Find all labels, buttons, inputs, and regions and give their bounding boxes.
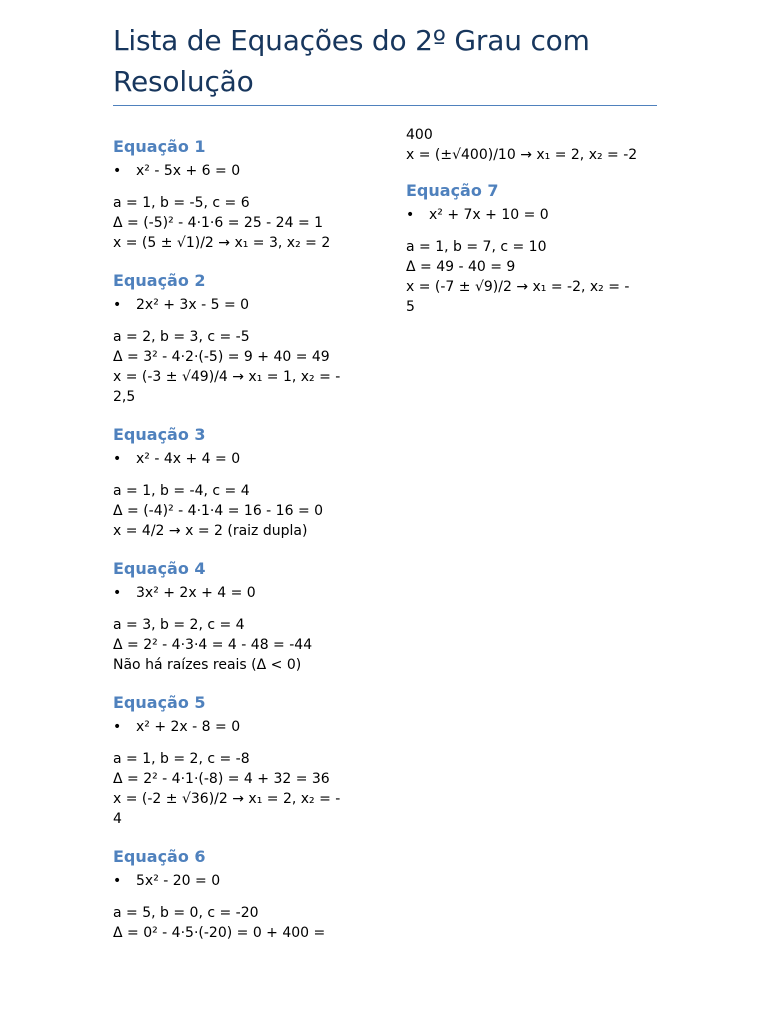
- solution-line: a = 1, b = -4, c = 4: [113, 483, 250, 499]
- bullet-icon: •: [406, 207, 415, 223]
- solution-line: a = 1, b = 2, c = -8: [113, 751, 250, 767]
- solution-line: a = 3, b = 2, c = 4: [113, 617, 245, 633]
- equation-block: [113, 559, 363, 675]
- equation-bullet: [113, 161, 363, 181]
- solution-line: x = (5 ± √1)/2 → x₁ = 3, x₂ = 2: [113, 235, 331, 251]
- solution-line: 400: [406, 127, 433, 143]
- solution-line: Δ = 2² - 4·3·4 = 4 - 48 = -44: [113, 637, 313, 653]
- solution-line: x = (-2 ± √36)/2 → x₁ = 2, x₂ = -: [113, 791, 341, 807]
- document-title: Lista de Equações do 2º Grau com Resolução: [113, 24, 590, 98]
- continued-solution: [406, 125, 656, 165]
- solution-line: Δ = (-4)² - 4·1·4 = 16 - 16 = 0: [113, 503, 324, 519]
- equation-heading: Equação 2: [113, 271, 206, 290]
- equation-block: [113, 137, 363, 253]
- solution-line: 4: [113, 811, 122, 827]
- equation-text: 5x² - 20 = 0: [136, 873, 221, 889]
- equation-block: [113, 693, 363, 829]
- left-column: [113, 137, 363, 961]
- solution-line: a = 5, b = 0, c = -20: [113, 905, 259, 921]
- solution-line: a = 1, b = 7, c = 10: [406, 239, 547, 255]
- solution-line: Δ = 49 - 40 = 9: [406, 259, 516, 275]
- solution-line: Δ = 3² - 4·2·(-5) = 9 + 40 = 49: [113, 349, 330, 365]
- equation-heading: Equação 4: [113, 559, 206, 578]
- solution-line: x = (±√400)/10 → x₁ = 2, x₂ = -2: [406, 147, 638, 163]
- equation-heading: Equação 6: [113, 847, 206, 866]
- right-column: [406, 125, 656, 335]
- equation-heading: Equação 3: [113, 425, 206, 444]
- equation-text: x² - 4x + 4 = 0: [136, 451, 241, 467]
- equation-block: [113, 425, 363, 541]
- solution-line: x = (-7 ± √9)/2 → x₁ = -2, x₂ = -: [406, 279, 630, 295]
- equation-bullet: [113, 871, 363, 891]
- bullet-icon: •: [113, 297, 122, 313]
- equation-block: [406, 181, 656, 317]
- equation-bullet: [113, 583, 363, 603]
- equation-heading: Equação 1: [113, 137, 206, 156]
- solution-line: Δ = (-5)² - 4·1·6 = 25 - 24 = 1: [113, 215, 324, 231]
- bullet-icon: •: [113, 873, 122, 889]
- bullet-icon: •: [113, 451, 122, 467]
- solution-line: 2,5: [113, 389, 136, 405]
- solution-line: Δ = 0² - 4·5·(-20) = 0 + 400 =: [113, 925, 326, 941]
- equation-bullet: [113, 449, 363, 469]
- solution-line: a = 2, b = 3, c = -5: [113, 329, 250, 345]
- bullet-icon: •: [113, 719, 122, 735]
- solution-line: x = (-3 ± √49)/4 → x₁ = 1, x₂ = -: [113, 369, 341, 385]
- solution-line: x = 4/2 → x = 2 (raiz dupla): [113, 523, 308, 539]
- equation-text: x² - 5x + 6 = 0: [136, 163, 241, 179]
- solution-line: a = 1, b = -5, c = 6: [113, 195, 250, 211]
- solution-line: Δ = 2² - 4·1·(-8) = 4 + 32 = 36: [113, 771, 330, 787]
- equation-bullet: [113, 717, 363, 737]
- equation-block: [113, 271, 363, 407]
- equation-text: x² + 7x + 10 = 0: [429, 207, 549, 223]
- solution-line: Não há raízes reais (Δ < 0): [113, 657, 302, 673]
- equation-heading: Equação 5: [113, 693, 206, 712]
- equation-text: 3x² + 2x + 4 = 0: [136, 585, 256, 601]
- equation-block: [113, 847, 363, 943]
- solution-line: 5: [406, 299, 415, 315]
- equation-text: x² + 2x - 8 = 0: [136, 719, 241, 735]
- title-divider: [113, 105, 657, 106]
- bullet-icon: •: [113, 163, 122, 179]
- equation-bullet: [113, 295, 363, 315]
- equation-bullet: [406, 205, 656, 225]
- bullet-icon: •: [113, 585, 122, 601]
- equation-text: 2x² + 3x - 5 = 0: [136, 297, 250, 313]
- equation-heading: Equação 7: [406, 181, 499, 200]
